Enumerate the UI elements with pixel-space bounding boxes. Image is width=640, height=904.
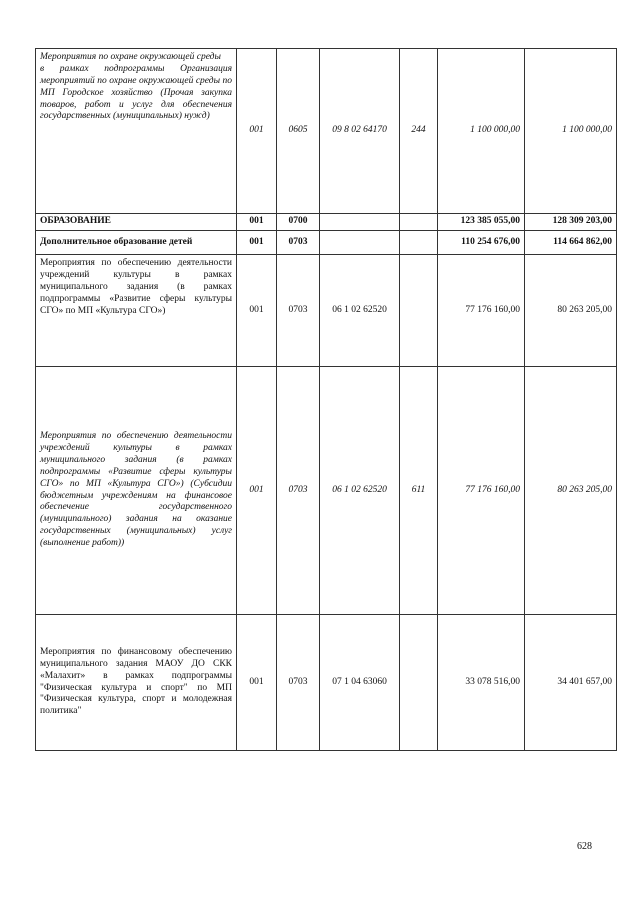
- row-rzpr: 0703: [277, 231, 320, 255]
- row-sum-1: 110 254 676,00: [438, 231, 525, 255]
- row-sum-1: 77 176 160,00: [438, 367, 525, 615]
- row-vr: [400, 255, 438, 367]
- row-csr: 07 1 04 63060: [320, 615, 400, 751]
- row-name: Дополнительное образование детей: [36, 231, 237, 255]
- row-name: ОБРАЗОВАНИЕ: [36, 214, 237, 231]
- row-ved: 001: [237, 367, 277, 615]
- table-row: [36, 49, 617, 214]
- row-vr: 611: [400, 367, 438, 615]
- budget-table: [35, 48, 617, 751]
- row-vr: [400, 615, 438, 751]
- table-row: [36, 367, 617, 615]
- row-rzpr: 0703: [277, 255, 320, 367]
- row-ved: 001: [237, 231, 277, 255]
- row-rzpr: 0700: [277, 214, 320, 231]
- row-csr: 06 1 02 62520: [320, 255, 400, 367]
- row-ved: 001: [237, 255, 277, 367]
- row-csr: 09 8 02 64170: [320, 49, 400, 214]
- page-number: 628: [577, 841, 592, 852]
- row-name: Мероприятия по обеспечению деятельности учреждений культуры в рамках муниципального задания (в рамках подпрограммы «Развитие сферы культуры СГО» по МП «Культура СГО») (Субсидии бюджетным учреждениям на финансовое обеспечение государственного (муниципального) задания на оказание государственных (муниципальных) услуг (выполнение работ)): [36, 367, 237, 615]
- row-ved: 001: [237, 49, 277, 214]
- row-rzpr: 0703: [277, 367, 320, 615]
- row-sum-2: 80 263 205,00: [525, 255, 617, 367]
- row-rzpr: 0605: [277, 49, 320, 214]
- row-vr: [400, 231, 438, 255]
- row-sum-1: 1 100 000,00: [438, 49, 525, 214]
- row-sum-2: 114 664 862,00: [525, 231, 617, 255]
- row-sum-2: 128 309 203,00: [525, 214, 617, 231]
- table-row: [36, 214, 617, 231]
- table-row: [36, 231, 617, 255]
- row-name: Мероприятия по финансовому обеспечению муниципального задания МАОУ ДО СКК «Малахит» в рамках подпрограммы "Физическая культура и спорт" по МП "Физическая культура, спорт и молодежная политика": [36, 615, 237, 751]
- row-csr: 06 1 02 62520: [320, 367, 400, 615]
- row-vr: [400, 214, 438, 231]
- row-sum-1: 33 078 516,00: [438, 615, 525, 751]
- row-sum-2: 34 401 657,00: [525, 615, 617, 751]
- table-row: [36, 255, 617, 367]
- row-sum-1: 77 176 160,00: [438, 255, 525, 367]
- row-vr: 244: [400, 49, 438, 214]
- row-sum-2: 80 263 205,00: [525, 367, 617, 615]
- row-csr: [320, 231, 400, 255]
- row-ved: 001: [237, 615, 277, 751]
- row-name: Мероприятия по охране окружающей среды в рамках подпрограммы Организация мероприятий по охране окружающей среды по МП Городское хозяйство (Прочая закупка товаров, работ и услуг для обеспечения государственных (муниципальных) нужд): [36, 49, 237, 214]
- row-ved: 001: [237, 214, 277, 231]
- row-rzpr: 0703: [277, 615, 320, 751]
- row-name: Мероприятия по обеспечению деятельности учреждений культуры в рамках муниципального задания (в рамках подпрограммы «Развитие сферы культуры СГО» по МП «Культура СГО»): [36, 255, 237, 367]
- table-row: [36, 615, 617, 751]
- row-sum-2: 1 100 000,00: [525, 49, 617, 214]
- row-csr: [320, 214, 400, 231]
- row-sum-1: 123 385 055,00: [438, 214, 525, 231]
